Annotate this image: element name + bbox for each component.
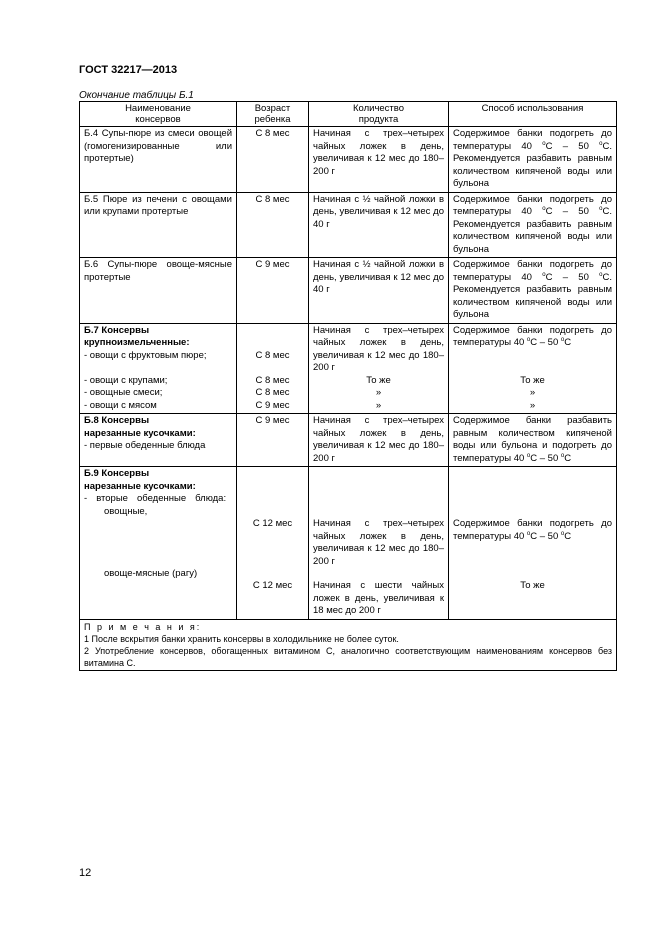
usage-text: C. Рекомендуется разбавить равным количеством кипяченой воды или бульона [453,271,612,320]
row-b6-age: С 9 мес [237,258,309,324]
degree-mark: o [526,336,531,343]
row-b9-usage-2: То же [520,580,545,591]
degree-mark: o [599,271,603,278]
row-b8-age: С 9 мес [237,414,309,467]
product-table [79,101,617,671]
table-caption: Окончание таблицы Б.1 [79,90,194,101]
row-b8-usage [449,414,617,467]
row-b9-usage-1 [453,518,612,580]
usage-text: Содержимое банки подогреть до температуры 40 [453,193,612,217]
row-b7-usage-text [453,325,612,375]
row-b7-usage-same-1: То же [520,374,545,386]
header-quantity-line2: продукта [358,114,399,125]
row-b8-quantity: Начиная с трех–четырех чайных ложек в день, увеличивая к 12 мес до 180–200 г [309,414,449,467]
row-b6-quantity: Начиная с ½ чайной ложки в день, увеличивая к 12 мес до 40 г [309,258,449,324]
notes-title: П р и м е ч а н и я: [84,621,202,632]
usage-text: Содержимое банки подогреть до температуры 40 [453,259,612,283]
usage-text: C – 50 [545,140,600,152]
row-b9-item: - вторые обеденные блюда: [84,493,227,504]
note-2: 2 Употребление консервов, обогащенных витамином С, аналогично соответствующим наименованиям консервов без витамина С. [84,645,612,668]
row-b9-sub1: овощные, [104,505,148,517]
document-header: ГОСТ 32217—2013 [79,64,178,76]
table-row [80,192,617,258]
degree-mark: o [560,452,565,459]
row-b7-quantity-same-1: То же [366,374,391,386]
row-b7-item-4: - овощи с мясом [84,399,157,411]
row-b7-usage [449,323,617,414]
degree-mark: o [526,530,531,537]
row-b7-item-3: - овощные смеси; [84,387,163,398]
usage-text: C [564,452,572,464]
row-b4-usage [449,127,617,193]
row-b7-usage-same-3: » [529,399,536,411]
row-b9-age-1: С 12 мес [252,518,293,529]
row-b5-age: С 8 мес [237,192,309,258]
usage-text: C – 50 [545,206,600,217]
row-b7-age-3: С 8 мес [255,387,290,398]
row-b5-quantity: Начиная с ½ чайной ложки в день, увеличивая к 12 мес до 40 г [309,192,449,258]
degree-mark: o [542,271,546,278]
degree-mark: o [599,140,603,147]
notes-cell [80,619,617,670]
row-b9-age [237,467,309,620]
row-b9-name [80,467,237,620]
row-b7-age-4: С 9 мес [255,399,290,411]
degree-mark: o [526,452,531,459]
usage-text: C [564,530,572,542]
header-usage-line1: Способ использования [481,103,584,114]
table-row [80,414,617,467]
usage-text: Содержимое банки разбавить равным количеством кипяченой воды или бульона и подогреть до температуры 40 [453,415,612,464]
degree-mark: o [560,530,565,537]
usage-text: C [564,337,572,348]
notes-row [80,619,617,670]
row-b7-age-1: С 8 мес [255,349,290,361]
row-b7-quantity-same-3: » [375,399,382,411]
degree-mark: o [599,205,603,212]
degree-mark: o [560,336,565,343]
row-b5-usage [449,192,617,258]
row-b4-name: Б.4 Супы-пюре из смеси овощей (гомогенизированные или протертые) [80,127,237,193]
row-b9-usage [449,467,617,620]
header-name-line2: консервов [135,114,181,125]
header-age-line1: Возраст [254,103,291,114]
header-quantity-line1: Количество [352,103,405,114]
header-name-line1: Наименование [125,103,191,114]
row-b7-quantity-same-2: » [375,387,382,398]
row-b7-item-2: - овощи с крупами; [84,374,168,386]
row-b8-item: - первые обеденные блюда [84,440,206,451]
row-b4-age: С 8 мес [237,127,309,193]
header-age [237,102,309,127]
usage-text: C – 50 [530,452,561,464]
row-b6-usage [449,258,617,324]
usage-text: Содержимое банки подогреть до температуры 40 [453,518,612,542]
degree-mark: o [542,205,546,212]
row-b9-quantity-1: Начиная с трех–четырех чайных ложек в день, увеличивая к 12 мес до 180–200 г [313,518,444,567]
header-age-line2: ребенка [254,114,291,125]
note-1: 1 После вскрытия банки хранить консервы в холодильнике не более суток. [84,633,399,644]
table-header-row [80,102,617,127]
row-b8-heading1: Б.8 Консервы [84,415,150,426]
header-usage [449,102,617,127]
row-b8-name [80,414,237,467]
row-b7-quantity [309,323,449,414]
usage-text: C. Рекомендуется разбавить равным количеством кипяченой воды или бульона [453,206,612,255]
table-row [80,323,617,414]
row-b9-heading2: нарезанные кусочками: [84,480,196,492]
row-b7-item-1: - овощи с фруктовым пюре; [84,349,207,361]
header-quantity [309,102,449,127]
row-b5-name: Б.5 Пюре из печени с овощами или крупами протертые [80,192,237,258]
row-b9-quantity-2: Начиная с шести чайных ложек в день, увеличивая к 18 мес до 200 г [313,580,444,616]
usage-text: Содержимое банки подогреть до температуры 40 [453,128,612,152]
row-b7-usage-same-2: » [529,387,536,398]
row-b6-name: Б.6 Супы-пюре овоще-мясные протертые [80,258,237,324]
row-b7-quantity-text: Начиная с трех–четырех чайных ложек в день, увеличивая к 12 мес до 180–200 г [313,324,444,373]
row-b7-age [237,323,309,414]
row-b9-quantity [309,467,449,620]
row-b8-heading2: нарезанные кусочками: [84,427,196,439]
usage-text: Содержимое банки подогреть до температуры 40 [453,324,612,348]
row-b7-heading1: Б.7 Консервы [84,324,150,336]
row-b9-sub2: овоще-мясные (рагу) [104,567,198,579]
header-name [80,102,237,127]
degree-mark: o [542,140,546,147]
usage-text: C – 50 [530,530,561,542]
row-b4-quantity: Начиная с трех–четырех чайных ложек в день, увеличивая к 12 мес до 180–200 г [309,127,449,193]
usage-text: C – 50 [530,337,561,348]
page-number: 12 [79,867,92,879]
row-b7-age-2: С 8 мес [255,374,290,386]
row-b7-heading2: крупноизмельченные: [84,337,190,348]
table-row [80,127,617,193]
row-b9-heading1: Б.9 Консервы [84,468,150,479]
usage-text: C. Рекомендуется разбавить равным количеством кипяченой воды или бульона [453,140,612,189]
usage-text: C – 50 [545,271,600,283]
row-b9-age-2: С 12 мес [252,580,293,591]
table-row [80,258,617,324]
table-row [80,467,617,620]
row-b7-name [80,323,237,414]
